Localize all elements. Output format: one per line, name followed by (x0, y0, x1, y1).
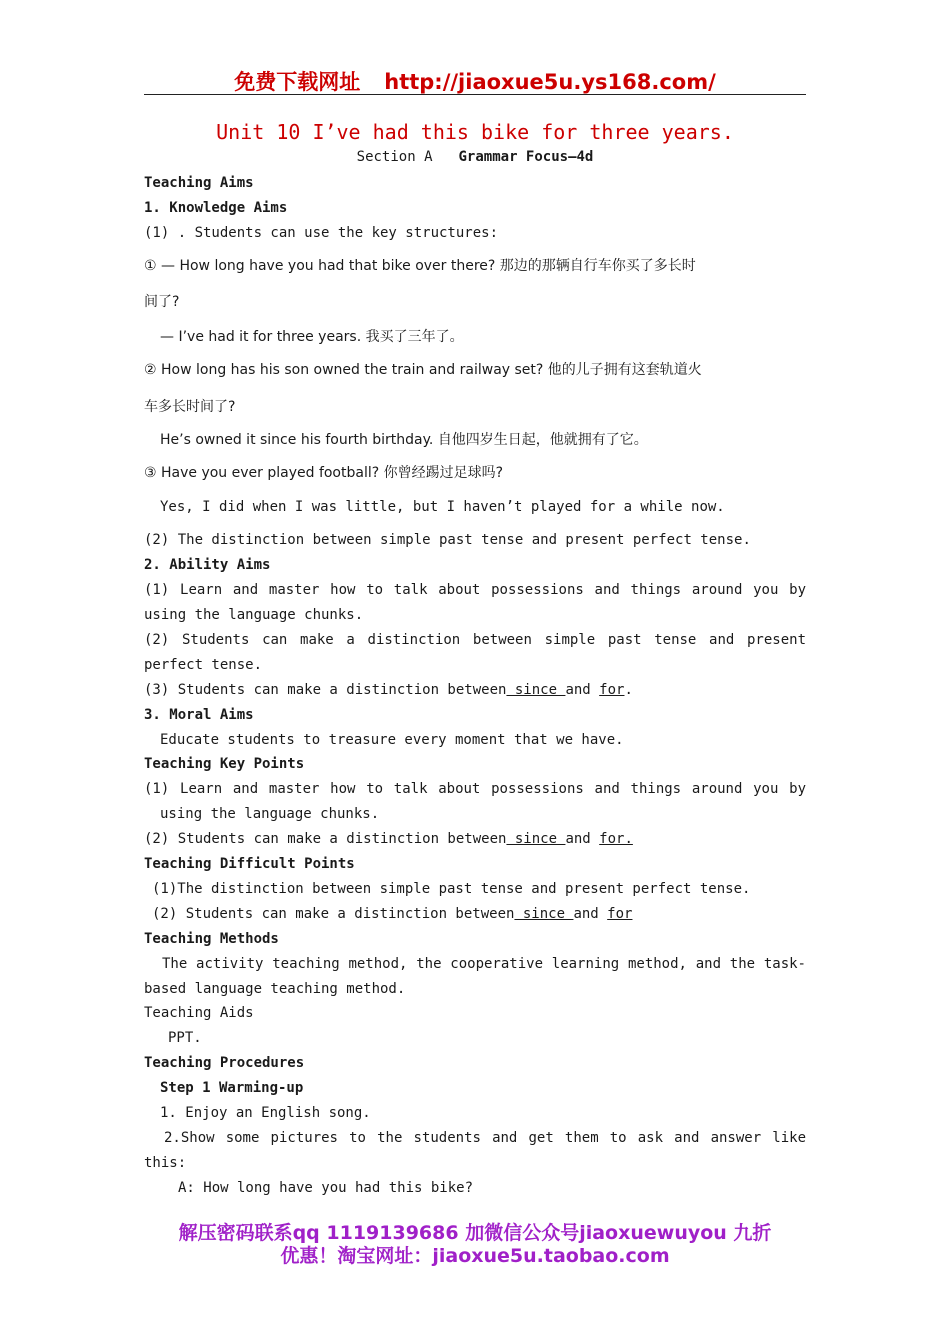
document-subtitle (144, 149, 806, 165)
paragraph: (1) . Students can use the key structures: (144, 225, 499, 241)
heading-step-1: Step 1 Warming-up (160, 1080, 304, 1096)
heading-teaching-methods: Teaching Methods (144, 931, 279, 947)
paragraph (144, 681, 806, 699)
paragraph: using the language chunks. (160, 806, 380, 822)
text: (2) Students can make a distinction between (144, 831, 507, 847)
text: (3) Students can make a distinction between (144, 682, 507, 698)
heading-difficult-points: Teaching Difficult Points (144, 856, 355, 872)
heading-moral-aims: 3. Moral Aims (144, 707, 254, 723)
paragraph: (1)The distinction between simple past tense and present perfect tense. (152, 881, 751, 897)
text: . (624, 682, 633, 698)
example-question-1-cont: 间了? (144, 294, 180, 310)
paragraph: (2) The distinction between simple past tense and present perfect tense. (144, 532, 751, 548)
heading-teaching-aims: Teaching Aims (144, 175, 254, 191)
example-answer-2: He’s owned it since his fourth birthday. 自他四岁生日起，他就拥有了它。 (160, 432, 648, 448)
paragraph: A: How long have you had this bike? (178, 1180, 474, 1196)
example-question-3: ③ Have you ever played football? 你曾经踢过足球吗? (144, 465, 504, 481)
paragraph: (1) Learn and master how to talk about possessions and things around you by (144, 781, 806, 797)
paragraph (152, 905, 814, 923)
keyword-since: since (514, 906, 574, 922)
page-header (144, 66, 806, 96)
heading-teaching-aids: Teaching Aids (144, 1005, 254, 1021)
paragraph: The activity teaching method, the cooperative learning method, and the task- (162, 956, 806, 972)
example-question-2: ② How long has his son owned the train and railway set? 他的儿子拥有这套轨道火 (144, 362, 702, 378)
text: and (565, 831, 600, 847)
keyword-since: since (506, 682, 566, 698)
example-question-2-cont: 车多长时间了? (144, 399, 236, 415)
paragraph: PPT. (168, 1030, 202, 1046)
grammar-focus-label: Grammar Focus—4d (458, 149, 594, 165)
heading-key-points: Teaching Key Points (144, 756, 305, 772)
text: and (565, 682, 600, 698)
paragraph: 2.Show some pictures to the students and get them to ask and answer like (164, 1130, 806, 1146)
text: (2) Students can make a distinction between (152, 906, 515, 922)
paragraph: 1. Enjoy an English song. (160, 1105, 371, 1121)
paragraph: using the language chunks. (144, 607, 364, 623)
footer-line-2: 优惠！淘宝网址：jiaoxue5u.taobao.com (280, 1245, 670, 1267)
paragraph: based language teaching method. (144, 981, 406, 997)
keyword-for: for (607, 906, 633, 922)
keyword-for: for (599, 682, 625, 698)
section-label: Section A (356, 149, 433, 165)
example-answer-3: Yes, I did when I was little, but I haven’t played for a while now. (160, 499, 725, 515)
footer-line-1: 解压密码联系qq 1119139686 加微信公众号jiaoxuewuyou 九折 (178, 1222, 772, 1244)
example-question-1: ① — How long have you had that bike over there? 那边的那辆自行车你买了多长时 (144, 258, 696, 274)
header-label: 免费下载网址 (234, 70, 361, 94)
heading-knowledge-aims: 1. Knowledge Aims (144, 200, 288, 216)
heading-teaching-procedures: Teaching Procedures (144, 1055, 305, 1071)
paragraph: perfect tense. (144, 657, 263, 673)
paragraph: this: (144, 1155, 187, 1171)
paragraph (144, 830, 806, 848)
document-title: Unit 10 I’ve had this bike for three years. (216, 120, 734, 144)
text: and (573, 906, 608, 922)
example-answer-1: — I’ve had it for three years. 我买了三年了。 (160, 329, 464, 345)
keyword-for: for. (599, 831, 633, 847)
heading-ability-aims: 2. Ability Aims (144, 557, 271, 573)
header-url-link[interactable]: http://jiaoxue5u.ys168.com/ (384, 70, 716, 94)
keyword-since: since (506, 831, 566, 847)
header-divider (144, 94, 806, 95)
paragraph: Educate students to treasure every moment that we have. (160, 732, 624, 748)
paragraph: (1) Learn and master how to talk about possessions and things around you by (144, 582, 806, 598)
paragraph: (2) Students can make a distinction between simple past tense and present (144, 632, 806, 648)
